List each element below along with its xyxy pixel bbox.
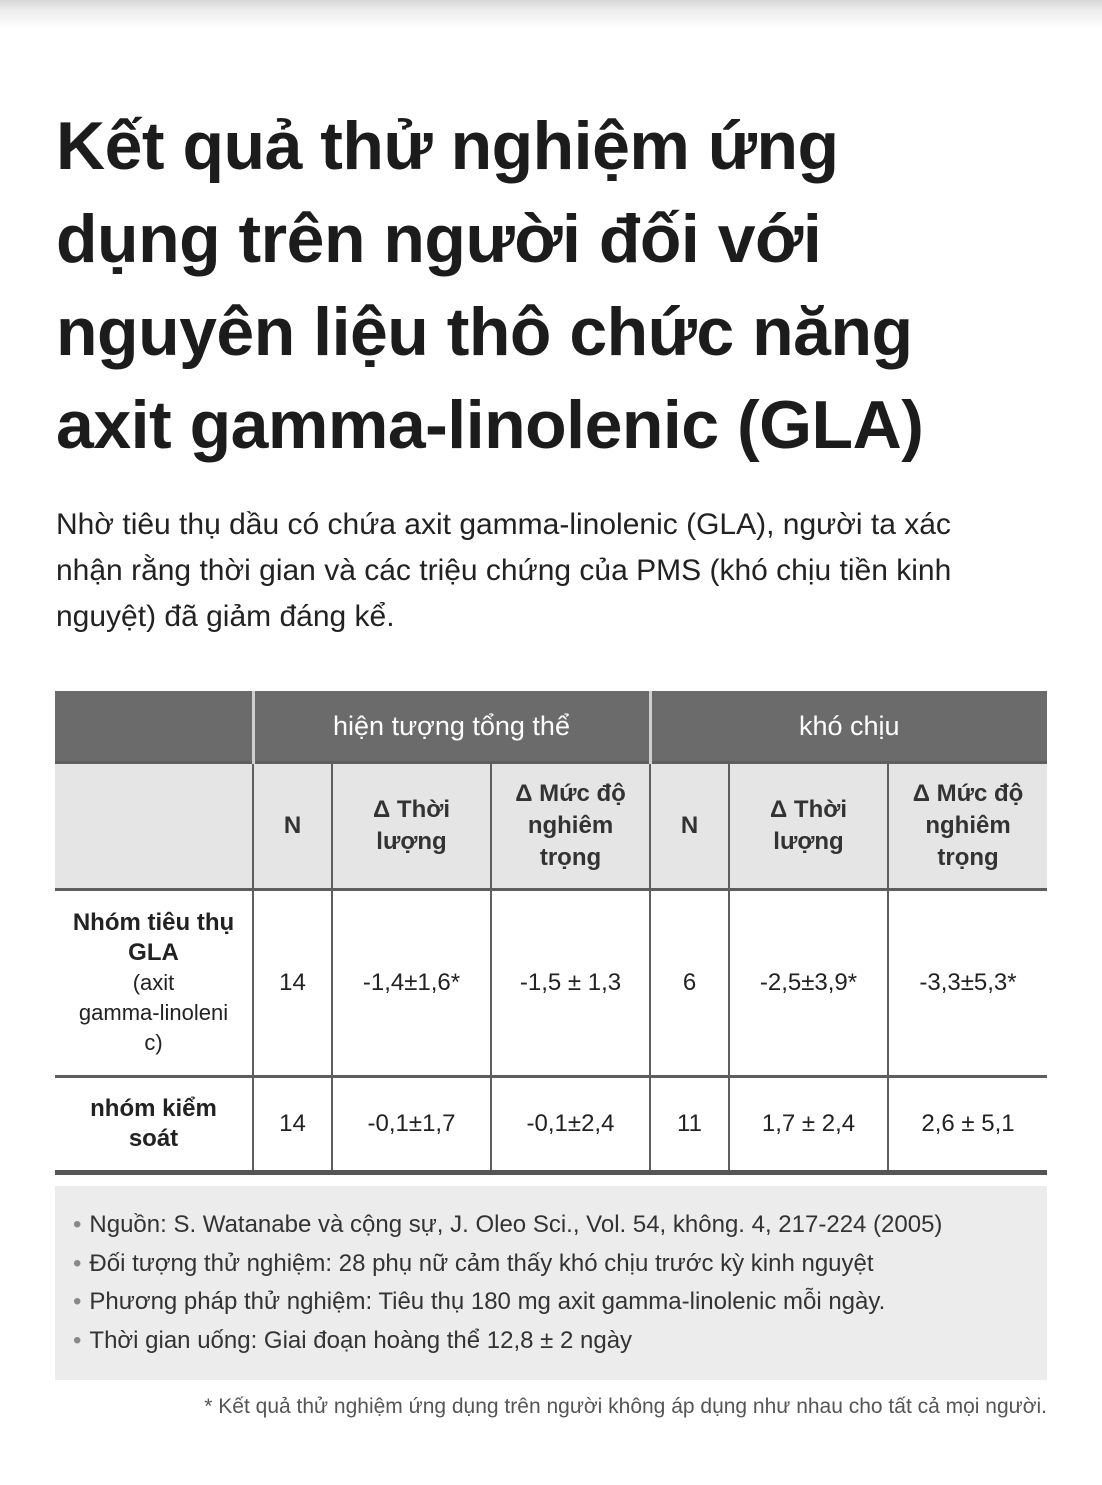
row-label-sub-line: c)	[144, 1030, 163, 1055]
table-cell: 1,7 ± 2,4	[729, 1077, 888, 1173]
col-header-duration	[729, 763, 888, 890]
bullet-icon: •	[73, 1288, 82, 1315]
col-header-severity	[888, 763, 1047, 890]
results-table	[55, 691, 1047, 1175]
col-header-line: trọng	[937, 844, 999, 871]
table-row-control-group	[55, 1077, 1047, 1173]
col-header-line: lượng	[376, 828, 447, 855]
table-cell: -1,5 ± 1,3	[491, 890, 650, 1077]
col-header-line: Δ Thời	[373, 796, 450, 823]
table-cell: 14	[253, 890, 332, 1077]
bullet-icon: •	[73, 1249, 82, 1277]
column-header-row	[55, 763, 1047, 890]
table-cell: 2,6 ± 5,1	[888, 1077, 1047, 1173]
col-header-line: nghiêm	[527, 812, 614, 839]
col-header-n: N	[650, 763, 729, 890]
intro-line: nguyệt) đã giảm đáng kể.	[56, 600, 395, 633]
row-label-line: GLA	[128, 939, 179, 966]
note-item	[73, 1245, 1047, 1284]
row-label-line: nhóm kiểm	[90, 1095, 217, 1122]
header-blank	[55, 763, 253, 890]
intro-line: Nhờ tiêu thụ dầu có chứa axit gamma-linolenic (GLA), người ta xác	[56, 508, 951, 541]
note-item	[73, 1283, 1047, 1322]
row-label-sub-line: gamma-linoleni	[78, 1000, 229, 1025]
table-cell: 6	[650, 890, 729, 1077]
title-line: dụng trên người đối với	[56, 201, 822, 277]
row-label-line: Nhóm tiêu thụ	[72, 909, 235, 936]
intro-line: nhận rằng thời gian và các triệu chứng của PMS (khó chịu tiền kinh	[56, 554, 952, 587]
intro-paragraph	[56, 502, 1056, 640]
page-title	[56, 100, 1066, 472]
bullet-icon: •	[73, 1326, 82, 1354]
table-cell: -3,3±5,3*	[888, 890, 1047, 1077]
table-cell: 11	[650, 1077, 729, 1173]
row-label-sub-line: (axit	[132, 970, 175, 995]
col-header-line: Δ Mức độ	[912, 780, 1024, 807]
col-header-line: Δ Thời	[770, 796, 847, 823]
footnote: * Kết quả thử nghiệm ứng dụng trên người không áp dụng như nhau cho tất cả mọi người.	[204, 1395, 1047, 1418]
note-text: Thời gian uống: Giai đoạn hoàng thể 12,8 ± 2 ngày	[89, 1326, 633, 1354]
note-item	[73, 1322, 1047, 1361]
table-cell: -0,1±2,4	[491, 1077, 650, 1173]
table-cell: -2,5±3,9*	[729, 890, 888, 1077]
col-header-line: nghiêm	[925, 812, 1011, 839]
top-shadow	[0, 0, 1102, 28]
table-cell: -0,1±1,7	[332, 1077, 491, 1173]
row-label-control	[55, 1077, 253, 1173]
row-label-gla	[55, 890, 253, 1077]
row-label-line: soát	[128, 1125, 179, 1152]
table-row-gla-group	[55, 890, 1047, 1077]
bullet-icon: •	[73, 1211, 82, 1238]
col-header-line: lượng	[773, 828, 844, 855]
table-cell: 14	[253, 1077, 332, 1173]
header-corner	[55, 691, 253, 763]
notes-box	[55, 1186, 1047, 1380]
group-header-overall: hiện tượng tổng thể	[253, 691, 650, 763]
col-header-line: Δ Mức độ	[515, 780, 626, 807]
note-text: Đối tượng thử nghiệm: 28 phụ nữ cảm thấy khó chịu trước kỳ kinh nguyệt	[89, 1249, 874, 1277]
note-text: Nguồn: S. Watanabe và cộng sự, J. Oleo Sci., Vol. 54, không. 4, 217-224 (2005)	[89, 1211, 943, 1238]
table-cell: -1,4±1,6*	[332, 890, 491, 1077]
title-line: nguyên liệu thô chức năng	[56, 294, 913, 370]
col-header-line: trọng	[539, 844, 602, 871]
group-header-row	[55, 691, 1047, 763]
title-line: axit gamma-linolenic (GLA)	[56, 387, 924, 463]
group-header-discomfort: khó chịu	[650, 691, 1047, 763]
note-item	[73, 1206, 1047, 1245]
title-line: Kết quả thử nghiệm ứng	[56, 108, 839, 184]
note-text: Phương pháp thử nghiệm: Tiêu thụ 180 mg axit gamma-linolenic mỗi ngày.	[89, 1288, 886, 1315]
col-header-severity	[491, 763, 650, 890]
col-header-duration	[332, 763, 491, 890]
col-header-n: N	[253, 763, 332, 890]
